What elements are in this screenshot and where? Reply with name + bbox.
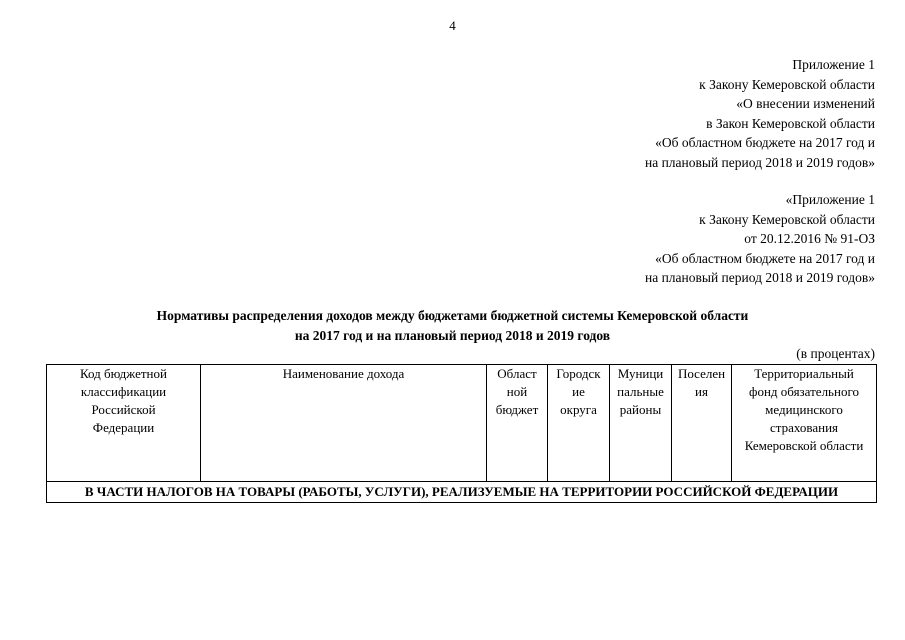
header-regional-budget <box>487 365 548 482</box>
header-text: пальные <box>617 384 664 399</box>
header-text: ной <box>506 384 528 399</box>
header-text: Поселен <box>677 366 726 381</box>
annex-header-amendment <box>645 55 875 172</box>
header-text: Кемеровской области <box>744 438 864 453</box>
annex-line: Приложение 1 <box>792 57 875 72</box>
header-text: ие <box>572 384 585 399</box>
header-text: фонд обязательного <box>749 384 859 399</box>
header-text: страхования <box>769 420 838 435</box>
document-title-line-1: Нормативы распределения доходов между бюджетами бюджетной системы Кемеровской области <box>156 308 749 323</box>
annex-line: «О внесении изменений <box>736 96 875 111</box>
header-text: ия <box>695 384 708 399</box>
header-text: Городск <box>556 366 601 381</box>
annex-line: на плановый период 2018 и 2019 годов» <box>644 270 875 285</box>
header-text: медицинского <box>765 402 843 417</box>
annex-line: в Закон Кемеровской области <box>706 115 875 131</box>
annex-header-original <box>645 190 875 288</box>
header-text: классификации <box>80 384 167 399</box>
income-distribution-table <box>46 364 877 503</box>
page-number: 4 <box>449 18 456 33</box>
header-settlements <box>672 365 732 482</box>
annex-line: к Закону Кемеровской области <box>699 76 875 92</box>
annex-line: от 20.12.2016 № 91-ОЗ <box>744 231 875 246</box>
table-header-row <box>47 365 877 482</box>
header-city-districts <box>548 365 610 482</box>
header-text: Област <box>497 366 537 381</box>
annex-line: к Закону Кемеровской области <box>699 211 875 227</box>
table-row <box>47 482 877 503</box>
header-budget-classification-code <box>47 365 201 482</box>
header-text: Российской <box>91 402 156 417</box>
annex-line: на плановый период 2018 и 2019 годов» <box>644 154 875 170</box>
header-health-insurance-fund <box>732 365 877 482</box>
header-text: Муници <box>617 366 664 381</box>
annex-line: «Приложение 1 <box>785 192 875 207</box>
annex-line: «Об областном бюджете на 2017 год и <box>655 250 875 266</box>
header-municipal-districts <box>610 365 672 482</box>
document-title-line-2: на 2017 год и на плановый период 2018 и 2019 годов <box>294 327 611 343</box>
units-note: (в процентах) <box>796 346 875 361</box>
annex-line: «Об областном бюджете на 2017 год и <box>655 135 875 150</box>
header-text: Территориальный <box>754 366 854 381</box>
header-text: Наименование дохода <box>282 366 405 381</box>
document-title <box>0 306 905 345</box>
header-text: Федерации <box>92 420 155 435</box>
section-heading-row: В ЧАСТИ НАЛОГОВ НА ТОВАРЫ (РАБОТЫ, УСЛУГИ), РЕАЛИЗУЕМЫЕ НА ТЕРРИТОРИИ РОССИЙСКОЙ ФЕДЕРАЦИИ <box>47 482 877 503</box>
header-income-name <box>201 365 487 482</box>
header-text: Код бюджетной <box>80 366 167 381</box>
header-text: округа <box>560 402 597 417</box>
header-text: районы <box>619 402 662 417</box>
header-text: бюджет <box>495 402 539 417</box>
